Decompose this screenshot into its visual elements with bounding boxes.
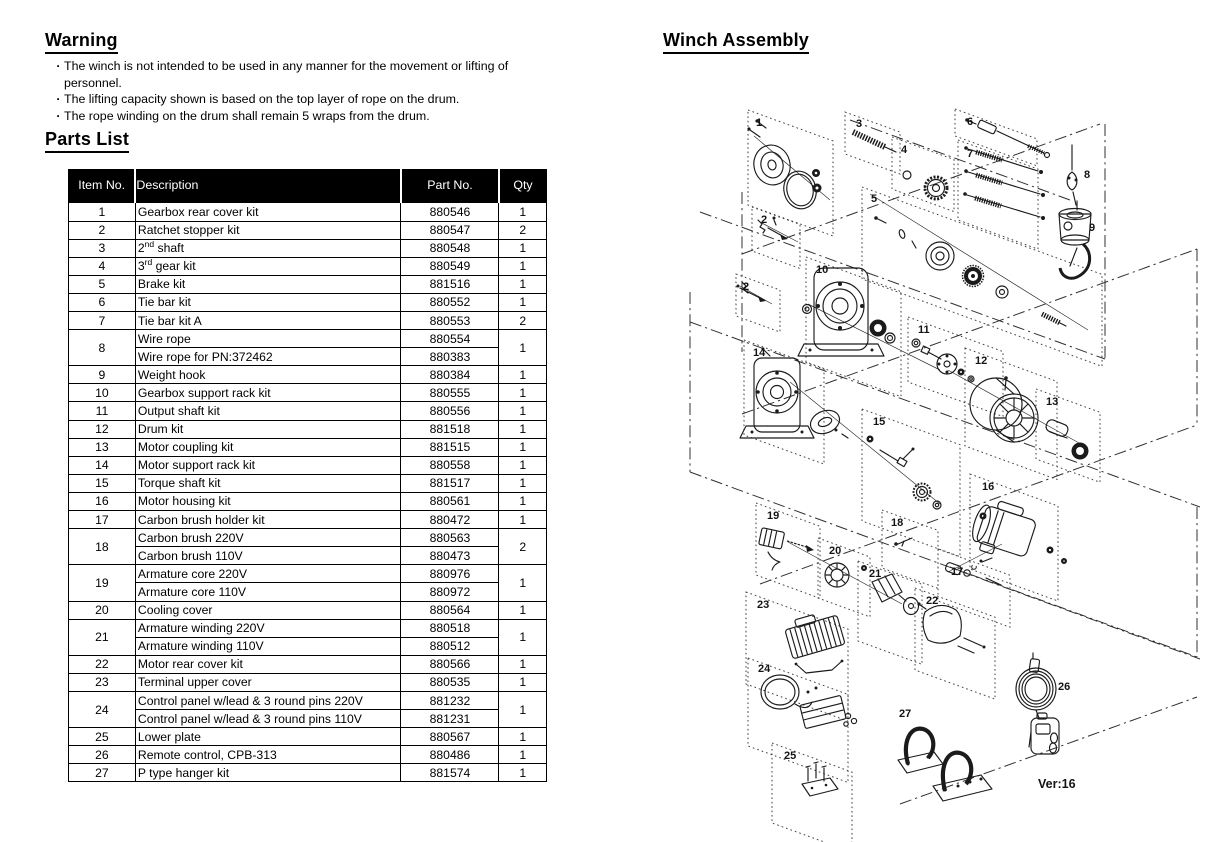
part-no-cell: 880972 xyxy=(401,583,499,601)
table-row xyxy=(69,438,547,456)
item-no-cell: 8 xyxy=(69,330,136,366)
description-cell: Carbon brush 110V xyxy=(135,547,401,565)
part-no-cell: 880383 xyxy=(401,348,499,366)
part-gearbox-support-rack xyxy=(798,268,895,356)
item-no-cell: 27 xyxy=(69,764,136,782)
part-no-cell: 881518 xyxy=(401,420,499,438)
col-header-item-no: Item No. xyxy=(69,170,136,203)
warning-bullet-text: The lifting capacity shown is based on the top layer of rope on the drum. xyxy=(64,92,460,107)
table-row xyxy=(69,511,547,529)
part-motor-rear-cover xyxy=(917,602,985,653)
qty-cell: 1 xyxy=(499,764,547,782)
desc-text: gear kit xyxy=(152,259,196,274)
item-no-cell: 13 xyxy=(69,438,136,456)
item-no-cell: 19 xyxy=(69,565,136,601)
table-row xyxy=(69,601,547,619)
qty-cell: 1 xyxy=(499,402,547,420)
table-row xyxy=(69,710,547,728)
callout-16: 16 xyxy=(982,481,995,493)
bullet-dot-icon: · xyxy=(56,108,61,123)
qty-cell: 1 xyxy=(499,492,547,510)
part-no-cell: 880553 xyxy=(401,312,499,330)
description-cell: Wire rope xyxy=(135,330,401,348)
part-no-cell: 880554 xyxy=(401,330,499,348)
qty-cell: 1 xyxy=(499,203,547,221)
description-cell: Carbon brush holder kit xyxy=(135,511,401,529)
item-no-cell: 9 xyxy=(69,366,136,384)
description-cell: Motor support rack kit xyxy=(135,456,401,474)
dashed-box-2a xyxy=(752,207,800,268)
qty-cell: 1 xyxy=(499,474,547,492)
table-row xyxy=(69,474,547,492)
qty-cell: 1 xyxy=(499,239,547,257)
parts-table-body xyxy=(69,203,547,782)
warning-bullet xyxy=(53,91,545,108)
table-row xyxy=(69,348,547,366)
dashed-box-15 xyxy=(862,409,960,557)
callout-6: 6 xyxy=(967,116,974,128)
callout-25: 25 xyxy=(784,750,797,762)
description-cell: Wire rope for PN:372462 xyxy=(135,348,401,366)
qty-cell: 2 xyxy=(499,529,547,565)
item-no-cell: 26 xyxy=(69,746,136,764)
item-no-cell: 3 xyxy=(69,239,136,257)
item-no-cell: 4 xyxy=(69,257,136,275)
qty-cell: 1 xyxy=(499,257,547,275)
description-cell: Weight hook xyxy=(135,366,401,384)
col-header-qty: Qty xyxy=(499,170,547,203)
table-row xyxy=(69,619,547,637)
dashed-box-12 xyxy=(965,348,1057,479)
part-no-cell: 880518 xyxy=(401,619,499,637)
description-cell: Drum kit xyxy=(135,420,401,438)
qty-cell: 1 xyxy=(499,691,547,727)
callout-21: 21 xyxy=(869,568,882,580)
part-weight-hook xyxy=(1059,201,1091,278)
col-header-part-no: Part No. xyxy=(401,170,499,203)
callout-22: 22 xyxy=(926,595,939,607)
part-boxes xyxy=(736,109,1102,842)
description-cell: P type hanger kit xyxy=(135,764,401,782)
winch-assembly-diagram xyxy=(640,56,1225,842)
description-cell: Brake kit xyxy=(135,275,401,293)
table-row xyxy=(69,547,547,565)
part-motor-housing xyxy=(967,495,1067,564)
callout-20: 20 xyxy=(829,545,842,557)
item-no-cell: 1 xyxy=(69,203,136,221)
part-no-cell: 880561 xyxy=(401,492,499,510)
table-row xyxy=(69,402,547,420)
qty-cell: 1 xyxy=(499,275,547,293)
description-cell: Remote control, CPB-313 xyxy=(135,746,401,764)
callout-13: 13 xyxy=(1046,396,1059,408)
left-column xyxy=(45,30,565,782)
qty-cell: 1 xyxy=(499,438,547,456)
table-row xyxy=(69,257,547,275)
version-label: Ver:16 xyxy=(1038,777,1076,791)
description-cell: Armature winding 220V xyxy=(135,619,401,637)
callout-4: 4 xyxy=(901,144,908,156)
description-cell: Armature core 220V xyxy=(135,565,401,583)
part-no-cell: 881517 xyxy=(401,474,499,492)
qty-cell: 1 xyxy=(499,601,547,619)
item-no-cell: 10 xyxy=(69,384,136,402)
qty-cell: 1 xyxy=(499,293,547,311)
item-no-cell: 22 xyxy=(69,655,136,673)
item-no-cell: 24 xyxy=(69,691,136,727)
callout-5: 5 xyxy=(871,193,878,205)
table-row xyxy=(69,456,547,474)
part-no-cell: 880552 xyxy=(401,293,499,311)
table-row xyxy=(69,275,547,293)
callout-18: 18 xyxy=(891,517,904,529)
table-row xyxy=(69,221,547,239)
part-brake-kit xyxy=(874,216,1066,326)
part-control-panel xyxy=(761,675,857,729)
qty-cell: 1 xyxy=(499,456,547,474)
part-cooling-cover xyxy=(825,563,849,587)
col-header-description: Description xyxy=(135,170,401,203)
bullet-dot-icon: · xyxy=(56,92,61,107)
part-no-cell: 880563 xyxy=(401,529,499,547)
item-no-cell: 2 xyxy=(69,221,136,239)
item-no-cell: 15 xyxy=(69,474,136,492)
dashed-box-16 xyxy=(970,474,1058,601)
callout-11: 11 xyxy=(918,324,930,336)
warning-bullet-text: The rope winding on the drum shall remain 5 wraps from the drum. xyxy=(64,108,430,123)
table-row xyxy=(69,420,547,438)
description-cell xyxy=(135,257,401,275)
part-drum xyxy=(970,376,1038,442)
part-no-cell: 880472 xyxy=(401,511,499,529)
table-row xyxy=(69,312,547,330)
bullet-dot-icon: · xyxy=(56,59,61,73)
description-cell: Tie bar kit xyxy=(135,293,401,311)
table-row xyxy=(69,293,547,311)
right-column xyxy=(640,30,1225,842)
desc-superscript: rd xyxy=(144,257,153,268)
dashed-box-17 xyxy=(938,549,1010,627)
part-gearbox-rear-cover xyxy=(747,119,821,212)
part-no-cell: 880567 xyxy=(401,728,499,746)
callout-12: 12 xyxy=(975,355,988,367)
callout-10: 10 xyxy=(816,264,829,276)
warning-list xyxy=(53,58,545,124)
item-no-cell: 6 xyxy=(69,293,136,311)
callout-8: 8 xyxy=(1084,169,1091,181)
part-torque-shaft xyxy=(867,436,942,510)
table-row xyxy=(69,239,547,257)
item-no-cell: 25 xyxy=(69,728,136,746)
item-no-cell: 20 xyxy=(69,601,136,619)
part-2nd-shaft xyxy=(853,132,896,152)
table-row xyxy=(69,655,547,673)
part-3rd-gear xyxy=(903,171,947,199)
item-no-cell: 14 xyxy=(69,456,136,474)
part-no-cell: 881516 xyxy=(401,275,499,293)
parts-table xyxy=(68,169,547,782)
part-no-cell: 880486 xyxy=(401,746,499,764)
dashed-box-21 xyxy=(858,561,922,664)
callout-27: 27 xyxy=(899,708,912,720)
part-terminal-upper-cover xyxy=(783,608,845,673)
item-no-cell: 5 xyxy=(69,275,136,293)
part-no-cell: 880547 xyxy=(401,221,499,239)
part-no-cell: 881515 xyxy=(401,438,499,456)
dashed-box-24 xyxy=(748,658,848,782)
callout-15: 15 xyxy=(873,416,886,428)
qty-cell: 2 xyxy=(499,312,547,330)
item-no-cell: 7 xyxy=(69,312,136,330)
table-row xyxy=(69,691,547,709)
parts-table-header xyxy=(69,170,547,203)
part-remote-control xyxy=(1016,653,1059,754)
part-no-cell: 880548 xyxy=(401,239,499,257)
table-row xyxy=(69,583,547,601)
description-cell: Carbon brush 220V xyxy=(135,529,401,547)
warning-bullet xyxy=(53,58,545,91)
table-row xyxy=(69,565,547,583)
part-p-type-hanger xyxy=(898,729,992,801)
qty-cell: 1 xyxy=(499,420,547,438)
table-row xyxy=(69,673,547,691)
part-armature-core xyxy=(759,528,814,570)
qty-cell: 1 xyxy=(499,565,547,601)
description-cell: Motor rear cover kit xyxy=(135,655,401,673)
callout-2b: 2 xyxy=(743,281,750,293)
item-no-cell: 21 xyxy=(69,619,136,655)
description-cell: Motor housing kit xyxy=(135,492,401,510)
desc-text: shaft xyxy=(154,241,184,256)
item-no-cell: 11 xyxy=(69,402,136,420)
description-cell: Armature winding 110V xyxy=(135,637,401,655)
table-row xyxy=(69,764,547,782)
description-cell: Cooling cover xyxy=(135,601,401,619)
qty-cell: 1 xyxy=(499,511,547,529)
description-cell: Control panel w/lead & 3 round pins 220V xyxy=(135,691,401,709)
qty-cell: 2 xyxy=(499,221,547,239)
table-row xyxy=(69,492,547,510)
table-row xyxy=(69,529,547,547)
part-no-cell: 880558 xyxy=(401,456,499,474)
callout-1: 1 xyxy=(756,117,763,129)
part-no-cell: 880535 xyxy=(401,673,499,691)
part-no-cell: 880546 xyxy=(401,203,499,221)
callout-23: 23 xyxy=(757,599,770,611)
header-row xyxy=(69,170,547,203)
description-cell: Ratchet stopper kit xyxy=(135,221,401,239)
warning-bullet-text: The winch is not intended to be used in any manner for the movement or lifting of personnel. xyxy=(64,59,509,90)
qty-cell: 1 xyxy=(499,366,547,384)
qty-cell: 1 xyxy=(499,728,547,746)
table-row xyxy=(69,384,547,402)
description-cell: Output shaft kit xyxy=(135,402,401,420)
table-row xyxy=(69,637,547,655)
callout-26: 26 xyxy=(1058,681,1071,693)
part-no-cell: 880564 xyxy=(401,601,499,619)
warning-bullet xyxy=(53,108,545,125)
part-no-cell: 880566 xyxy=(401,655,499,673)
item-no-cell: 16 xyxy=(69,492,136,510)
desc-text: 3 xyxy=(137,259,145,274)
table-row xyxy=(69,330,547,348)
callout-19: 19 xyxy=(767,510,780,522)
item-no-cell: 17 xyxy=(69,511,136,529)
callout-17: 17 xyxy=(951,566,964,578)
qty-cell: 1 xyxy=(499,384,547,402)
item-no-cell: 12 xyxy=(69,420,136,438)
part-wire-rope xyxy=(1067,145,1077,205)
desc-superscript: nd xyxy=(144,239,155,250)
qty-cell: 1 xyxy=(499,746,547,764)
part-no-cell: 880384 xyxy=(401,366,499,384)
part-no-cell: 881231 xyxy=(401,710,499,728)
callout-3: 3 xyxy=(856,118,863,130)
warning-title: Warning xyxy=(45,30,565,54)
description-cell: Control panel w/lead & 3 round pins 110V xyxy=(135,710,401,728)
description-cell: Tie bar kit A xyxy=(135,312,401,330)
part-no-cell: 880512 xyxy=(401,637,499,655)
winch-assembly-title: Winch Assembly xyxy=(663,30,1225,54)
part-motor-support-rack xyxy=(740,348,848,439)
part-no-cell: 880555 xyxy=(401,384,499,402)
callout-24: 24 xyxy=(758,663,771,675)
part-no-cell: 880976 xyxy=(401,565,499,583)
qty-cell: 1 xyxy=(499,330,547,366)
description-cell: Armature core 110V xyxy=(135,583,401,601)
qty-cell: 1 xyxy=(499,655,547,673)
description-cell: Terminal upper cover xyxy=(135,673,401,691)
table-row xyxy=(69,203,547,221)
table-row xyxy=(69,746,547,764)
part-carbon-brush-screw xyxy=(894,538,912,546)
part-no-cell: 881574 xyxy=(401,764,499,782)
callout-2a: 2 xyxy=(761,214,768,226)
description-cell: Gearbox rear cover kit xyxy=(135,203,401,221)
qty-cell: 1 xyxy=(499,619,547,655)
part-no-cell: 881232 xyxy=(401,691,499,709)
desc-text: 2 xyxy=(137,241,145,256)
table-row xyxy=(69,366,547,384)
description-cell: Lower plate xyxy=(135,728,401,746)
part-no-cell: 880556 xyxy=(401,402,499,420)
item-no-cell: 18 xyxy=(69,529,136,565)
description-cell: Motor coupling kit xyxy=(135,438,401,456)
qty-cell: 1 xyxy=(499,673,547,691)
description-cell: Torque shaft kit xyxy=(135,474,401,492)
parts-list-title: Parts List xyxy=(45,129,565,153)
callout-14: 14 xyxy=(753,347,766,359)
part-lower-plate xyxy=(802,762,838,796)
item-no-cell: 23 xyxy=(69,673,136,691)
description-cell xyxy=(135,239,401,257)
callout-7: 7 xyxy=(967,148,974,160)
description-cell: Gearbox support rack kit xyxy=(135,384,401,402)
part-tie-bar-a xyxy=(963,146,1045,220)
part-no-cell: 880549 xyxy=(401,257,499,275)
callout-9: 9 xyxy=(1089,222,1096,234)
dashed-box-23 xyxy=(746,592,848,721)
part-no-cell: 880473 xyxy=(401,547,499,565)
table-row xyxy=(69,728,547,746)
